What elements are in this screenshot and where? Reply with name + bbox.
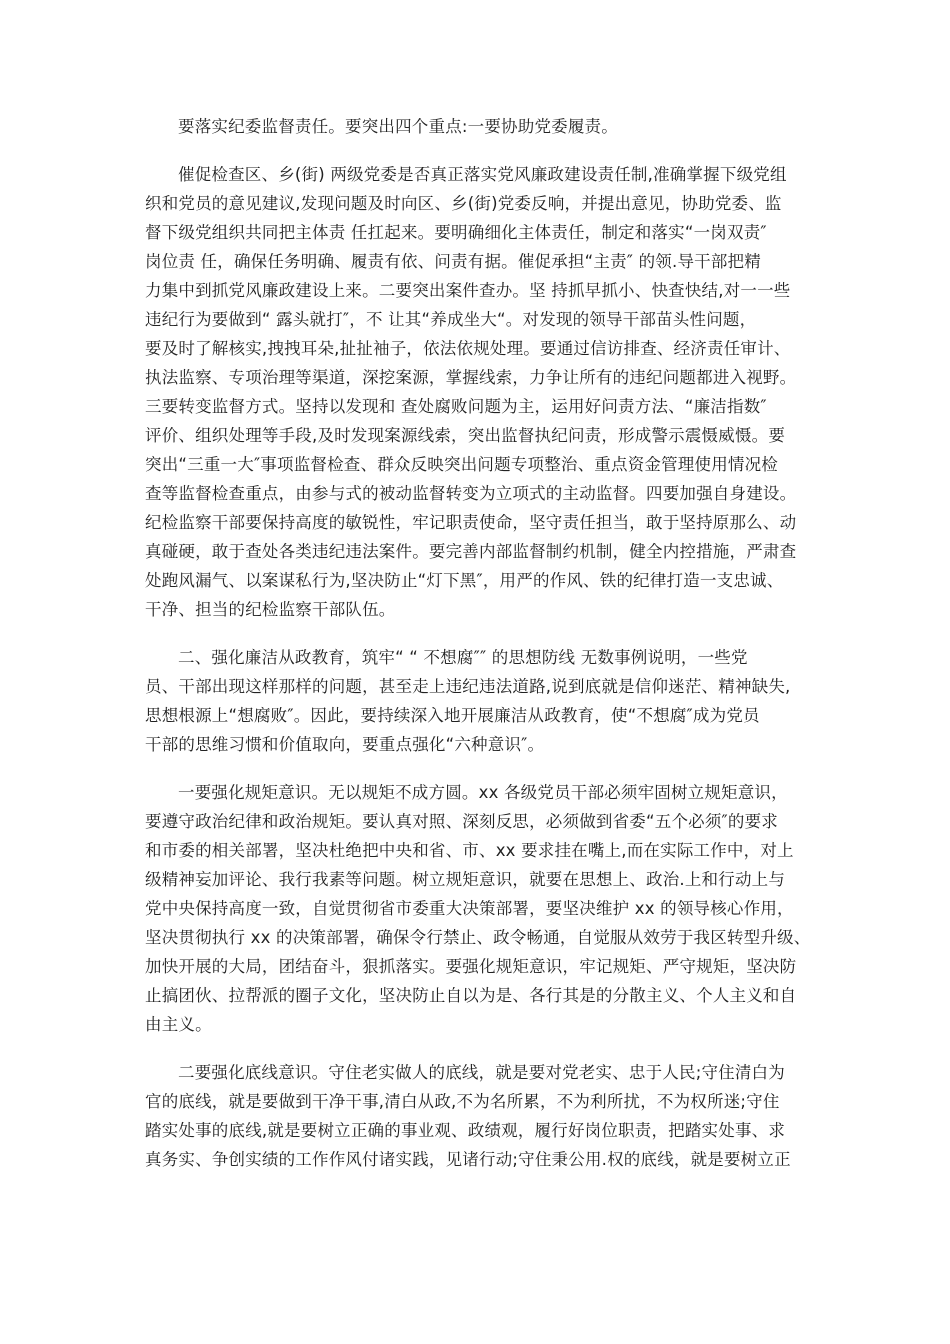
paragraph-5 [145,1058,815,1174]
text-line: 由主义。 [145,1015,212,1034]
text-line: 要落实纪委监督责任。要突出四个重点:一要协助党委履责。 [178,117,618,136]
text-line: 和市委的相关部署，坚决杜绝把中央和省、市、xx 要求挂在嘴上,而在实际工作中，对上 [145,841,794,860]
text-line: 二、强化廉洁从政教育，筑牢“ “ 不想腐″″ 的思想防线 无数事例说明，一些党 [178,648,748,667]
text-line: 评价、组织处理等手段,及时发现案源线索，突出监督执纪问责，形成警示震慑威慑。要 [145,426,786,445]
text-line: 真务实、争创实绩的工作作风付诸实践，见诸行动;守住秉公用.权的底线，就是要树立正 [145,1150,791,1169]
text-line: 止搞团伙、拉帮派的圈子文化，坚决防止自以为是、各行其是的分散主义、个人主义和自 [145,986,797,1005]
text-line: 织和党员的意见建议,发现问题及时向区、乡(街)党委反响，并提出意见，协助党委、监 [145,194,782,213]
text-line: 查等监督检查重点，由参与式的被动监督转变为立项式的主动监督。四要加强自身建设。 [145,484,797,503]
document-page [145,112,815,1193]
text-line: 级精神妄加评论、我行我素等问题。树立规矩意识，就要在思想上、政治.上和行动上与 [145,870,786,889]
paragraph-3 [145,643,815,759]
text-line: 坚决贯彻执行 xx 的决策部署，确保令行禁止、政令畅通，自觉服从效劳于我区转型升级、 [145,928,811,947]
text-line: 突出“三重一大″事项监督检查、群众反映突出问题专项整治、重点资金管理使用情况检 [145,455,779,474]
text-line: 处跑风漏气、以案谋私行为,坚决防止“灯下黑″，用严的作风、铁的纪律打造一支忠诚、 [145,571,784,590]
paragraph-1 [145,112,815,141]
text-line: 官的底线，就是要做到干净干事,清白从政,不为名所累，不为利所扰，不为权所迷;守住 [145,1092,780,1111]
text-line: 二要强化底线意识。守住老实做人的底线，就是要对党老实、忠于人民;守住清白为 [178,1063,785,1082]
text-line: 一要强化规矩意识。无以规矩不成方圆。xx 各级党员干部必须牢固树立规矩意识， [178,783,788,802]
text-line: 三要转变监督方式。坚持以发现和 查处腐败问题为主，运用好问责方法、“廉洁指数″ [145,397,767,416]
text-line: 执法监察、专项治理等渠道，深挖案源，掌握线索，力争让所有的违纪问题都进入视野。 [145,368,797,387]
text-line: 党中央保持高度一致，自觉贯彻省市委重大决策部署，要坚决维护 xx 的领导核心作用， [145,899,794,918]
text-line: 力集中到抓党风廉政建设上来。二要突出案件查办。坚 持抓早抓小、快查快结,对一一些 [145,281,791,300]
text-line: 纪检监察干部要保持高度的敏锐性，牢记职责使命，坚守责任担当，敢于坚持原那么、动 [145,513,797,532]
text-line: 要遵守政治纪律和政治规矩。要认真对照、深刻反思，必须做到省委“五个必须″的要求 [145,812,779,831]
text-line: 踏实处事的底线,就是要树立正确的事业观、政绩观，履行好岗位职责，把踏实处事、求 [145,1121,786,1140]
text-line: 干净、担当的纪检监察干部队伍。 [145,600,396,619]
text-line: 真碰硬，敢于查处各类违纪违法案件。要完善内部监督制约机制，健全内控措施，严肃查 [145,542,797,561]
text-line: 督下级党组织共同把主体责 任扛起来。要明确细化主体责任，制定和落实“一岗双责″ [145,223,767,242]
text-line: 加快开展的大局，团结奋斗，狠抓落实。要强化规矩意识，牢记规矩、严守规矩，坚决防 [145,957,797,976]
text-line: 思想根源上“想腐败″。因此，要持续深入地开展廉洁从政教育，使“不想腐″成为党员 [145,706,760,725]
text-line: 要及时了解核实,拽拽耳朵,扯扯袖子，依法依规处理。要通过信访排查、经济责任审计、 [145,339,791,358]
text-line: 员、干部出现这样那样的问题，甚至走上违纪违法道路,说到底就是信仰迷茫、精神缺失, [145,677,791,696]
paragraph-4 [145,778,815,1039]
text-line: 催促检查区、乡(街) 两级党委是否真正落实党风廉政建设责任制,准确掌握下级党组 [178,165,787,184]
text-line: 岗位责 任，确保任务明确、履责有依、问责有据。催促承担“主责″ 的领.导干部把精 [145,252,761,271]
text-line: 违纪行为要做到“ 露头就打″，不 让其“养成坐大“。对发现的领导干部苗头性问题， [145,310,757,329]
text-line: 干部的思维习惯和价值取向，要重点强化“六种意识″。 [145,735,545,754]
paragraph-2 [145,160,815,624]
